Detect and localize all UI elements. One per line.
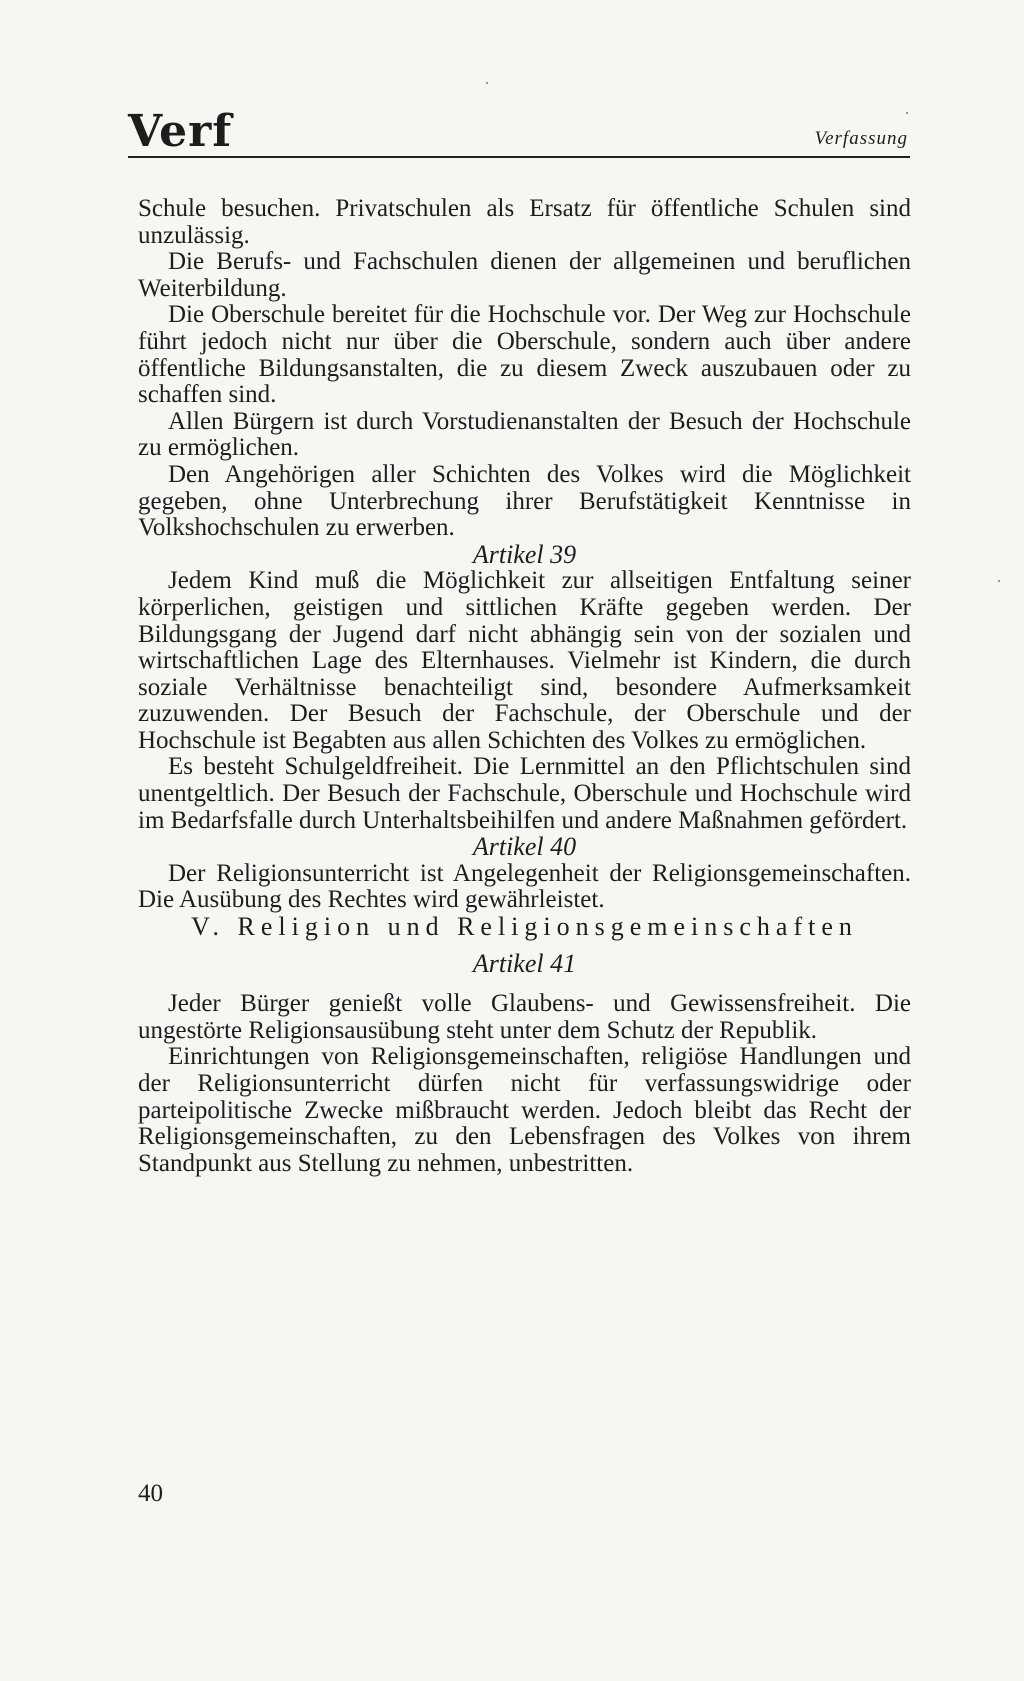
paragraph: Es besteht Schulgeldfreiheit. Die Lernmittel an den Pflichtschulen sind unentgeltlich. Der Besuch der Fachschule, Oberschule und Hochschule wird im Bedarfsfalle durch Unterhaltsbeihilfen und andere Maßnahmen gefördert. xyxy=(138,753,911,834)
print-speck xyxy=(486,82,488,84)
paragraph: Einrichtungen von Religionsgemeinschaften, religiöse Handlungen und der Religionsunterricht dürfen nicht für verfassungswidrige oder parteipolitische Zwecke mißbraucht werden. Jedoch bleibt das Recht der Religionsgemeinschaften, zu den Lebensfragen des Volkes von ihrem Standpunkt aus Stellung zu nehmen, unbestritten. xyxy=(138,1043,911,1177)
section-heading: V. Religion und Religionsgemeinschaften xyxy=(191,912,858,942)
paragraph: Die Oberschule bereitet für die Hochschule vor. Der Weg zur Hochschule führt jedoch nicht nur über die Oberschule, sondern auch über andere öffentliche Bildungsanstalten, die zu diesem Zweck auszubauen oder zu schaffen sind. xyxy=(138,301,911,409)
paragraph: Jeder Bürger genießt volle Glaubens- und Gewissensfreiheit. Die ungestörte Religionsausübung steht unter dem Schutz der Republik. xyxy=(138,990,911,1044)
paragraph: Jedem Kind muß die Möglichkeit zur allseitigen Entfaltung seiner körperlichen, geistigen und sittlichen Kräfte gegeben werden. Der Bildungsgang der Jugend darf nicht abhängig sein von der sozialen und wirtschaftlichen Lage des Elternhauses. Vielmehr ist Kindern, die durch soziale Verhältnisse benachteiligt sind, besondere Aufmerksamkeit zuzuwenden. Der Besuch der Fachschule, der Oberschule und der Hochschule ist Begabten aus allen Schichten des Volkes zu ermöglichen. xyxy=(138,567,911,754)
print-speck xyxy=(998,580,1000,582)
paragraph: Der Religionsunterricht ist Angelegenheit der Religionsgemeinschaften. Die Ausübung des Rechtes wird gewährleistet. xyxy=(138,859,911,914)
article-heading-41: Artikel 41 xyxy=(472,948,577,978)
paragraph: Den Angehörigen aller Schichten des Volkes wird die Möglichkeit gegeben, ohne Unterbrechung ihrer Berufstätigkeit Kenntnisse in Volkshochschulen zu erwerben. xyxy=(138,460,911,542)
article-heading-39: Artikel 39 xyxy=(472,539,577,569)
page-number: 40 xyxy=(138,1480,163,1507)
main-text xyxy=(138,196,911,1177)
running-head-word: Verf xyxy=(128,106,233,157)
paragraph: Allen Bürgern ist durch Vorstudienanstalten der Besuch der Hochschule zu ermöglichen. xyxy=(138,407,911,462)
paragraph: Schule besuchen. Privatschulen als Ersatz für öffentliche Schulen sind unzulässig. xyxy=(138,195,911,249)
paragraph: Die Berufs- und Fachschulen dienen der allgemeinen und beruflichen Weiterbildung. xyxy=(138,248,911,302)
running-header xyxy=(128,100,910,158)
article-heading-40: Artikel 40 xyxy=(472,832,577,862)
running-head-section: Verfassung xyxy=(814,128,908,149)
